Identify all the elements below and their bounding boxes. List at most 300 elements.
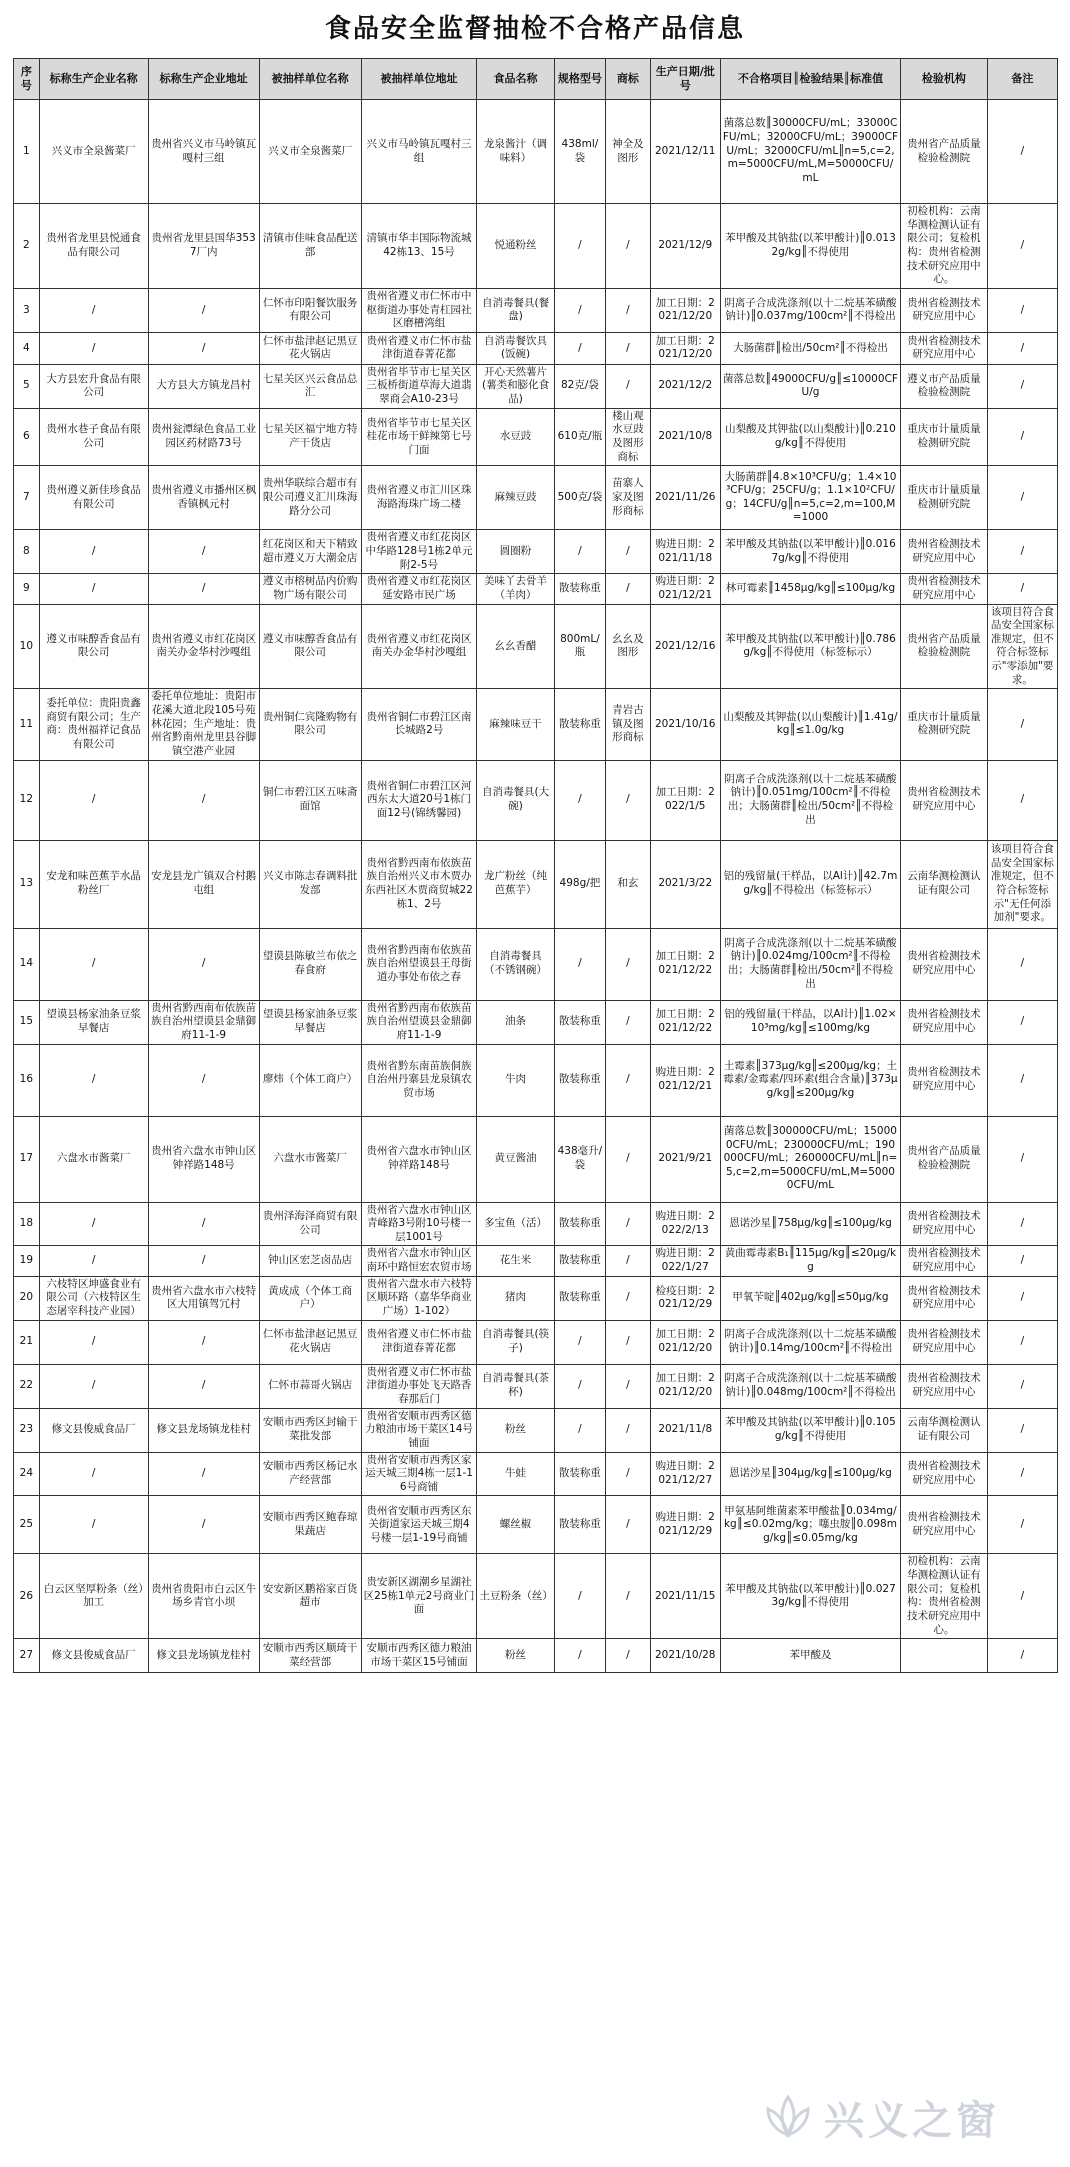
cell-spec: / — [554, 1554, 605, 1639]
cell-food-name: 黄豆酱油 — [477, 1116, 554, 1202]
watermark-text: 兴义之窗 — [824, 2097, 1000, 2144]
cell-sampled-unit: 兴义市全泉酱菜厂 — [259, 100, 361, 204]
cell-date: 加工日期：2021/12/20 — [650, 332, 720, 364]
cell-remark: / — [987, 1364, 1057, 1408]
cell-failed-item: 大肠菌群║4.8×10³CFU/g；1.4×10³CFU/g；25CFU/g；1.1×10²CFU/g；14CFU/g║n=5,c=2,m=100,M=1000 — [720, 466, 900, 530]
cell-lab: 贵州省检测技术研究应用中心 — [901, 288, 988, 332]
cell-manufacturer-address: / — [148, 332, 259, 364]
cell-seq: 11 — [14, 689, 40, 760]
cell-date: 购进日期：2021/12/29 — [650, 1496, 720, 1554]
cell-sampled-address: 兴义市马岭镇瓦嘎村三组 — [361, 100, 477, 204]
cell-spec: 散装称重 — [554, 1044, 605, 1116]
table-row — [14, 1116, 1058, 1202]
cell-lab: 贵州省检测技术研究应用中心 — [901, 1202, 988, 1246]
lotus-logo-icon — [760, 2089, 816, 2145]
cell-food-name: 水豆豉 — [477, 408, 554, 466]
cell-spec: 800mL/瓶 — [554, 604, 605, 689]
cell-brand: 神全及图形 — [606, 100, 650, 204]
cell-manufacturer: / — [39, 1320, 148, 1364]
cell-seq: 17 — [14, 1116, 40, 1202]
cell-manufacturer: 委托单位：贵阳贵鑫商贸有限公司；生产商：贵州福祥记食品有限公司 — [39, 689, 148, 760]
cell-lab: 初检机构：云南华测检测认证有限公司；复检机构：贵州省检测技术研究应用中心。 — [901, 204, 988, 289]
cell-sampled-unit: 七星关区福宁地方特产干货店 — [259, 408, 361, 466]
cell-brand: / — [606, 1044, 650, 1116]
cell-brand: / — [606, 1639, 650, 1673]
cell-brand: / — [606, 530, 650, 574]
cell-remark: / — [987, 928, 1057, 1000]
cell-spec: 散装称重 — [554, 574, 605, 604]
cell-food-name: 开心天然薯片(薯类和膨化食品) — [477, 364, 554, 408]
cell-lab: 贵州省检测技术研究应用中心 — [901, 1000, 988, 1044]
cell-seq: 16 — [14, 1044, 40, 1116]
cell-spec: / — [554, 1408, 605, 1452]
cell-sampled-unit: 钟山区宏芝卤品店 — [259, 1246, 361, 1276]
watermark — [760, 2085, 1050, 2149]
cell-sampled-unit: 安顺市西秀区杨记水产经营部 — [259, 1452, 361, 1496]
cell-brand: / — [606, 364, 650, 408]
cell-manufacturer: 望谟县杨家油条豆浆早餐店 — [39, 1000, 148, 1044]
cell-remark: / — [987, 204, 1057, 289]
cell-manufacturer: / — [39, 1452, 148, 1496]
cell-seq: 9 — [14, 574, 40, 604]
cell-brand: / — [606, 1320, 650, 1364]
cell-lab: 贵州省检测技术研究应用中心 — [901, 530, 988, 574]
cell-failed-item: 阴离子合成洗涤剂(以十二烷基苯磺酸钠计)║0.048mg/100cm²║不得检出 — [720, 1364, 900, 1408]
cell-date: 2021/10/16 — [650, 689, 720, 760]
cell-sampled-unit: 铜仁市碧江区五味斋面馆 — [259, 760, 361, 840]
cell-seq: 14 — [14, 928, 40, 1000]
cell-date: 2021/11/15 — [650, 1554, 720, 1639]
cell-seq: 5 — [14, 364, 40, 408]
cell-manufacturer-address: 贵州省遵义市播州区枫香镇枫元村 — [148, 466, 259, 530]
cell-remark: / — [987, 1496, 1057, 1554]
table-row — [14, 760, 1058, 840]
cell-lab: 贵州省检测技术研究应用中心 — [901, 928, 988, 1000]
cell-brand: 青岩古镇及图形商标 — [606, 689, 650, 760]
cell-brand: / — [606, 1000, 650, 1044]
cell-sampled-address: 贵州省遵义市仁怀市盐津街道办事处飞天路香春那后门 — [361, 1364, 477, 1408]
table-row — [14, 408, 1058, 466]
cell-lab: 重庆市计量质量检测研究院 — [901, 466, 988, 530]
cell-failed-item: 甲氧苄啶║402μg/kg║≤50μg/kg — [720, 1276, 900, 1320]
cell-date: 2021/11/26 — [650, 466, 720, 530]
cell-remark: / — [987, 1320, 1057, 1364]
cell-sampled-address: 贵州省安顺市西秀区东关街道家运天城三期4号楼一层1-19号商铺 — [361, 1496, 477, 1554]
cell-sampled-unit: 黄成成（个体工商户） — [259, 1276, 361, 1320]
cell-food-name: 圆圈粉 — [477, 530, 554, 574]
cell-sampled-address: 贵州省毕节市七星关区三板桥街道草海大道翡翠商会A10-23号 — [361, 364, 477, 408]
cell-manufacturer: 修文县俊威食品厂 — [39, 1408, 148, 1452]
cell-date: 2021/12/2 — [650, 364, 720, 408]
cell-remark: 该项目符合食品安全国家标准规定，但不符合标签标示"无任何添加剂"要求。 — [987, 840, 1057, 928]
cell-failed-item: 铝的残留量(干样品，以Al计)║42.7mg/kg║不得检出（标签标示） — [720, 840, 900, 928]
cell-remark: / — [987, 466, 1057, 530]
cell-seq: 15 — [14, 1000, 40, 1044]
cell-lab: 贵州省检测技术研究应用中心 — [901, 1320, 988, 1364]
cell-sampled-unit: 安安新区鹏裕家百货超市 — [259, 1554, 361, 1639]
table-header-row — [14, 59, 1058, 100]
cell-manufacturer-address: / — [148, 1202, 259, 1246]
cell-manufacturer: 六枝特区坤盛食业有限公司（六枝特区生态屠宰科技产业园） — [39, 1276, 148, 1320]
table-row — [14, 288, 1058, 332]
cell-manufacturer: 遵义市味醇香食品有限公司 — [39, 604, 148, 689]
cell-manufacturer: 贵州省龙里县悦通食品有限公司 — [39, 204, 148, 289]
cell-sampled-address: 贵州省遵义市仁怀市盐津街道春菁花都 — [361, 1320, 477, 1364]
cell-seq: 10 — [14, 604, 40, 689]
cell-spec: / — [554, 288, 605, 332]
cell-manufacturer: / — [39, 1246, 148, 1276]
cell-food-name: 悦通粉丝 — [477, 204, 554, 289]
cell-lab: 贵州省检测技术研究应用中心 — [901, 1246, 988, 1276]
cell-manufacturer-address: 贵州省六盘水市六枝特区大用镇驾冗村 — [148, 1276, 259, 1320]
cell-manufacturer-address: 贵州省遵义市红花岗区南关办金华村沙嘎组 — [148, 604, 259, 689]
table-row — [14, 1496, 1058, 1554]
cell-date: 2021/12/16 — [650, 604, 720, 689]
cell-lab: 贵州省产品质量检验检测院 — [901, 100, 988, 204]
cell-manufacturer: 修文县俊威食品厂 — [39, 1639, 148, 1673]
cell-sampled-unit: 安顺市西秀区鲍春琼果蔬店 — [259, 1496, 361, 1554]
table-row — [14, 1246, 1058, 1276]
table-row — [14, 1554, 1058, 1639]
table-row — [14, 1044, 1058, 1116]
cell-manufacturer: / — [39, 530, 148, 574]
cell-brand: / — [606, 332, 650, 364]
table-body — [14, 100, 1058, 1673]
cell-spec: 散装称重 — [554, 1202, 605, 1246]
cell-sampled-unit: 仁怀市印阳餐饮服务有限公司 — [259, 288, 361, 332]
col-header-seq: 序号 — [14, 59, 40, 100]
cell-failed-item: 大肠菌群║检出/50cm²║不得检出 — [720, 332, 900, 364]
cell-failed-item: 阴离子合成洗涤剂(以十二烷基苯磺酸钠计)║0.024mg/100cm²║不得检出；大肠菌群║检出/50cm²║不得检出 — [720, 928, 900, 1000]
table-row — [14, 574, 1058, 604]
cell-manufacturer: 兴义市全泉酱菜厂 — [39, 100, 148, 204]
cell-manufacturer-address: 贵州省兴义市马岭镇瓦嘎村三组 — [148, 100, 259, 204]
cell-date: 2021/10/28 — [650, 1639, 720, 1673]
cell-date: 加工日期：2021/12/22 — [650, 1000, 720, 1044]
cell-brand: / — [606, 1116, 650, 1202]
cell-remark: / — [987, 1276, 1057, 1320]
cell-food-name: 油条 — [477, 1000, 554, 1044]
table-row — [14, 840, 1058, 928]
table-row — [14, 928, 1058, 1000]
col-header-food-name: 食品名称 — [477, 59, 554, 100]
cell-lab: 贵州省检测技术研究应用中心 — [901, 1364, 988, 1408]
cell-failed-item: 苯甲酸及其钠盐(以苯甲酸计)║0.786g/kg║不得使用（标签标示） — [720, 604, 900, 689]
cell-manufacturer: / — [39, 1202, 148, 1246]
table-row — [14, 1408, 1058, 1452]
cell-date: 购进日期：2022/2/13 — [650, 1202, 720, 1246]
cell-spec: 438ml/袋 — [554, 100, 605, 204]
cell-manufacturer-address: 大方县大方镇龙昌村 — [148, 364, 259, 408]
cell-seq: 24 — [14, 1452, 40, 1496]
cell-manufacturer: 六盘水市酱菜厂 — [39, 1116, 148, 1202]
cell-date: 2021/12/9 — [650, 204, 720, 289]
cell-manufacturer-address: 贵州瓮潭绿色食品工业园区药材路73号 — [148, 408, 259, 466]
cell-sampled-address: 贵州省遵义市仁怀市盐津街道春菁花都 — [361, 332, 477, 364]
cell-remark: / — [987, 100, 1057, 204]
table-row — [14, 1276, 1058, 1320]
cell-manufacturer-address: / — [148, 1364, 259, 1408]
cell-sampled-address: 贵州省六盘水市六枝特区顺环路（嘉华华商业广场）1-102） — [361, 1276, 477, 1320]
cell-remark: / — [987, 1246, 1057, 1276]
cell-spec: / — [554, 1320, 605, 1364]
results-table — [13, 58, 1058, 1673]
cell-brand: / — [606, 1202, 650, 1246]
cell-manufacturer-address: 修文县龙场镇龙桂村 — [148, 1408, 259, 1452]
cell-food-name: 美味丫去骨羊（羊肉） — [477, 574, 554, 604]
cell-manufacturer: / — [39, 332, 148, 364]
cell-sampled-address: 清镇市华丰国际物流城42栋13、15号 — [361, 204, 477, 289]
cell-date: 检疫日期：2021/12/29 — [650, 1276, 720, 1320]
table-row — [14, 1452, 1058, 1496]
cell-sampled-unit: 贵州泽海泽商贸有限公司 — [259, 1202, 361, 1246]
cell-food-name: 麻辣味豆干 — [477, 689, 554, 760]
cell-brand: / — [606, 1554, 650, 1639]
cell-remark: / — [987, 288, 1057, 332]
cell-sampled-unit: 七星关区兴云食品总汇 — [259, 364, 361, 408]
table-row — [14, 1639, 1058, 1673]
cell-manufacturer: / — [39, 928, 148, 1000]
cell-sampled-unit: 安顺市西秀区顺琦干菜经营部 — [259, 1639, 361, 1673]
cell-sampled-address: 贵州省铜仁市碧江区南长城路2号 — [361, 689, 477, 760]
cell-brand: / — [606, 204, 650, 289]
cell-remark: / — [987, 1202, 1057, 1246]
cell-failed-item: 苯甲酸及其钠盐(以苯甲酸计)║0.105g/kg║不得使用 — [720, 1408, 900, 1452]
cell-seq: 1 — [14, 100, 40, 204]
cell-failed-item: 菌落总数║49000CFU/g║≤10000CFU/g — [720, 364, 900, 408]
cell-date: 加工日期：2021/12/20 — [650, 288, 720, 332]
cell-failed-item: 铝的残留量(干样品，以Al计)║1.02×10³mg/kg║≤100mg/kg — [720, 1000, 900, 1044]
cell-seq: 18 — [14, 1202, 40, 1246]
cell-spec: / — [554, 1364, 605, 1408]
cell-failed-item: 山梨酸及其钾盐(以山梨酸计)║0.210g/kg║不得使用 — [720, 408, 900, 466]
cell-date: 加工日期：2022/1/5 — [650, 760, 720, 840]
cell-brand: / — [606, 1246, 650, 1276]
table-row — [14, 530, 1058, 574]
cell-seq: 13 — [14, 840, 40, 928]
cell-manufacturer-address: 贵州省贵阳市白云区牛场乡青官小坝 — [148, 1554, 259, 1639]
cell-date: 加工日期：2021/12/22 — [650, 928, 720, 1000]
cell-spec: 438毫升/袋 — [554, 1116, 605, 1202]
cell-manufacturer-address: 委托单位地址：贵阳市花溪大道北段105号苑林花园；生产地址：贵州省黔南州龙里县谷脚镇空港产业园 — [148, 689, 259, 760]
cell-failed-item: 苯甲酸及其钠盐(以苯甲酸计)║0.0273g/kg║不得使用 — [720, 1554, 900, 1639]
cell-lab: 贵州省检测技术研究应用中心 — [901, 760, 988, 840]
cell-food-name: 多宝鱼（活） — [477, 1202, 554, 1246]
cell-food-name: 土豆粉条（丝） — [477, 1554, 554, 1639]
cell-lab: 贵州省检测技术研究应用中心 — [901, 332, 988, 364]
cell-spec: 散装称重 — [554, 1000, 605, 1044]
cell-brand: / — [606, 760, 650, 840]
cell-sampled-address: 贵州省黔西南布依族苗族自治州兴义市木贾办东西社区木贾商贸城22栋1、2号 — [361, 840, 477, 928]
table-row — [14, 364, 1058, 408]
cell-sampled-unit: 兴义市陈志春调料批发部 — [259, 840, 361, 928]
cell-date: 购进日期：2021/12/21 — [650, 574, 720, 604]
cell-sampled-address: 贵州省安顺市西秀区德力粮油市场干菜区14号铺面 — [361, 1408, 477, 1452]
cell-sampled-address: 贵安新区湖潮乡星湖社区25栋1单元2号商业门面 — [361, 1554, 477, 1639]
cell-manufacturer: 安龙和味芭蕉芋水晶粉丝厂 — [39, 840, 148, 928]
cell-seq: 3 — [14, 288, 40, 332]
cell-sampled-address: 贵州省黔东南苗族侗族自治州丹寨县龙泉镇农贸市场 — [361, 1044, 477, 1116]
cell-sampled-unit: 望谟县杨家油条豆浆早餐店 — [259, 1000, 361, 1044]
cell-lab: 贵州省产品质量检验检测院 — [901, 1116, 988, 1202]
cell-remark: / — [987, 1554, 1057, 1639]
cell-failed-item: 苯甲酸及其钠盐(以苯甲酸计)║0.0167g/kg║不得使用 — [720, 530, 900, 574]
cell-sampled-address: 贵州省六盘水市钟山区南环中路恒宏农贸市场 — [361, 1246, 477, 1276]
cell-sampled-unit: 红花岗区和天下精致超市遵义万大潮金店 — [259, 530, 361, 574]
cell-date: 加工日期：2021/12/20 — [650, 1364, 720, 1408]
cell-manufacturer-address: 贵州省龙里县国华3537厂内 — [148, 204, 259, 289]
cell-failed-item: 土霉素║373μg/kg║≤200μg/kg；土霉素/金霉素/四环素(组合含量)║373μg/kg║≤200μg/kg — [720, 1044, 900, 1116]
cell-sampled-address: 安顺市西秀区德力粮油市场干菜区15号铺面 — [361, 1639, 477, 1673]
cell-date: 购进日期：2021/12/21 — [650, 1044, 720, 1116]
cell-sampled-unit: 仁怀市盐津赵记黑豆花火锅店 — [259, 1320, 361, 1364]
cell-remark: 该项目符合食品安全国家标准规定，但不符合标签标示"零添加"要求。 — [987, 604, 1057, 689]
col-header-remark: 备注 — [987, 59, 1057, 100]
cell-failed-item: 恩诺沙星║758μg/kg║≤100μg/kg — [720, 1202, 900, 1246]
cell-sampled-unit: 仁怀市盐津赵记黑豆花火锅店 — [259, 332, 361, 364]
cell-failed-item: 林可霉素║1458μg/kg║≤100μg/kg — [720, 574, 900, 604]
cell-food-name: 自消毒餐具(茶杯) — [477, 1364, 554, 1408]
cell-lab: 贵州省检测技术研究应用中心 — [901, 1044, 988, 1116]
cell-spec: 散装称重 — [554, 1276, 605, 1320]
cell-seq: 23 — [14, 1408, 40, 1452]
cell-lab: 贵州省检测技术研究应用中心 — [901, 1276, 988, 1320]
cell-remark: / — [987, 574, 1057, 604]
cell-sampled-address: 贵州省遵义市汇川区珠海路海珠广场二楼 — [361, 466, 477, 530]
cell-manufacturer: 贵州水巷子食品有限公司 — [39, 408, 148, 466]
col-header-date: 生产日期/批号 — [650, 59, 720, 100]
cell-lab: 云南华测检测认证有限公司 — [901, 1408, 988, 1452]
col-header-lab: 检验机构 — [901, 59, 988, 100]
cell-manufacturer: / — [39, 1496, 148, 1554]
cell-remark: / — [987, 689, 1057, 760]
cell-date: 购进日期：2021/11/18 — [650, 530, 720, 574]
cell-date: 2021/3/22 — [650, 840, 720, 928]
cell-remark: / — [987, 1116, 1057, 1202]
cell-brand: / — [606, 1276, 650, 1320]
cell-manufacturer-address: / — [148, 530, 259, 574]
cell-brand: 楼山观水豆豉及图形商标 — [606, 408, 650, 466]
cell-manufacturer-address: 贵州省六盘水市钟山区钟祥路148号 — [148, 1116, 259, 1202]
col-header-manufacturer: 标称生产企业名称 — [39, 59, 148, 100]
cell-brand: / — [606, 1408, 650, 1452]
cell-brand: / — [606, 1496, 650, 1554]
col-header-manufacturer-address: 标称生产企业地址 — [148, 59, 259, 100]
cell-sampled-address: 贵州省黔西南布依族苗族自治州望谟县王母街道办事处布依之春 — [361, 928, 477, 1000]
cell-seq: 4 — [14, 332, 40, 364]
cell-sampled-unit: 遵义市味醇香食品有限公司 — [259, 604, 361, 689]
cell-sampled-unit: 望谟县陈敏兰布依之春食府 — [259, 928, 361, 1000]
cell-seq: 6 — [14, 408, 40, 466]
cell-brand: 幺幺及图形 — [606, 604, 650, 689]
cell-seq: 7 — [14, 466, 40, 530]
cell-sampled-address: 贵州省铜仁市碧江区河西东太大道20号1栋门面12号(锦绣馨园) — [361, 760, 477, 840]
cell-remark: / — [987, 1408, 1057, 1452]
cell-sampled-address: 贵州省毕节市七星关区桂花市场干鲜辣第七号门面 — [361, 408, 477, 466]
cell-lab: 重庆市计量质量检测研究院 — [901, 408, 988, 466]
cell-seq: 25 — [14, 1496, 40, 1554]
cell-failed-item: 黄曲霉毒素B₁║115μg/kg║≤20μg/kg — [720, 1246, 900, 1276]
cell-food-name: 自消毒餐具（不锈钢碗） — [477, 928, 554, 1000]
cell-manufacturer: 白云区坚厚粉条（丝）加工 — [39, 1554, 148, 1639]
table-row — [14, 604, 1058, 689]
cell-sampled-unit: 清镇市佳味食品配送部 — [259, 204, 361, 289]
cell-spec: 500克/袋 — [554, 466, 605, 530]
cell-brand: / — [606, 574, 650, 604]
cell-food-name: 牛蛙 — [477, 1452, 554, 1496]
cell-sampled-unit: 贵州铜仁宾隆购物有限公司 — [259, 689, 361, 760]
cell-manufacturer: 贵州遵义新佳珍食品有限公司 — [39, 466, 148, 530]
cell-food-name: 粉丝 — [477, 1408, 554, 1452]
cell-spec: 散装称重 — [554, 1496, 605, 1554]
cell-manufacturer-address: / — [148, 1452, 259, 1496]
cell-remark: / — [987, 1000, 1057, 1044]
cell-sampled-address: 贵州省黔西南布依族苗族自治州望谟县金鼎御府11-1-9 — [361, 1000, 477, 1044]
cell-food-name: 牛肉 — [477, 1044, 554, 1116]
cell-manufacturer-address: / — [148, 288, 259, 332]
cell-sampled-address: 贵州省遵义市红花岗区中华路128号1栋2单元附2-5号 — [361, 530, 477, 574]
cell-food-name: 粉丝 — [477, 1639, 554, 1673]
cell-date: 2021/11/8 — [650, 1408, 720, 1452]
cell-lab: 贵州省检测技术研究应用中心 — [901, 1452, 988, 1496]
col-header-sampled-address: 被抽样单位地址 — [361, 59, 477, 100]
cell-failed-item: 恩诺沙星║304μg/kg║≤100μg/kg — [720, 1452, 900, 1496]
table-row — [14, 204, 1058, 289]
cell-lab: 初检机构：云南华测检测认证有限公司；复检机构：贵州省检测技术研究应用中心。 — [901, 1554, 988, 1639]
cell-manufacturer-address: / — [148, 574, 259, 604]
cell-sampled-unit: 六盘水市酱菜厂 — [259, 1116, 361, 1202]
cell-failed-item: 阴离子合成洗涤剂(以十二烷基苯磺酸钠计)║0.051mg/100cm²║不得检出；大肠菌群║检出/50cm²║不得检出 — [720, 760, 900, 840]
cell-remark: / — [987, 1452, 1057, 1496]
cell-failed-item: 阴离子合成洗涤剂(以十二烷基苯磺酸钠计)║0.037mg/100cm²║不得检出 — [720, 288, 900, 332]
cell-food-name: 龙泉酱汁（调味料） — [477, 100, 554, 204]
cell-failed-item: 苯甲酸及 — [720, 1639, 900, 1673]
cell-failed-item: 甲氨基阿维菌素苯甲酸盐║0.034mg/kg║≤0.02mg/kg；噻虫胺║0.098mg/kg║≤0.05mg/kg — [720, 1496, 900, 1554]
cell-seq: 19 — [14, 1246, 40, 1276]
cell-sampled-address: 贵州省遵义市红花岗区南关办金华村沙嘎组 — [361, 604, 477, 689]
cell-seq: 2 — [14, 204, 40, 289]
cell-failed-item: 菌落总数║300000CFU/mL；150000CFU/mL；230000CFU/mL；190000CFU/mL；260000CFU/mL║n=5,c=2,m=5000CFU/mL,M=50000CFU/mL — [720, 1116, 900, 1202]
cell-sampled-unit: 遵义市榕树品内价购物广场有限公司 — [259, 574, 361, 604]
cell-sampled-unit: 仁怀市蒜哥火锅店 — [259, 1364, 361, 1408]
cell-spec: / — [554, 332, 605, 364]
cell-brand: / — [606, 1452, 650, 1496]
cell-manufacturer: / — [39, 1044, 148, 1116]
cell-seq: 12 — [14, 760, 40, 840]
cell-seq: 26 — [14, 1554, 40, 1639]
cell-manufacturer: 大方县宏升食品有限公司 — [39, 364, 148, 408]
cell-date: 购进日期：2022/1/27 — [650, 1246, 720, 1276]
cell-spec: 498g/把 — [554, 840, 605, 928]
cell-remark: / — [987, 364, 1057, 408]
col-header-spec: 规格型号 — [554, 59, 605, 100]
cell-food-name: 花生米 — [477, 1246, 554, 1276]
cell-manufacturer: / — [39, 288, 148, 332]
cell-manufacturer-address: / — [148, 1496, 259, 1554]
cell-spec: 82克/袋 — [554, 364, 605, 408]
cell-date: 购进日期：2021/12/27 — [650, 1452, 720, 1496]
cell-manufacturer-address: / — [148, 1246, 259, 1276]
cell-lab: 遵义市产品质量检验检测院 — [901, 364, 988, 408]
cell-spec: 610克/瓶 — [554, 408, 605, 466]
cell-seq: 8 — [14, 530, 40, 574]
table-row — [14, 1320, 1058, 1364]
col-header-sampled-unit: 被抽样单位名称 — [259, 59, 361, 100]
cell-spec: / — [554, 530, 605, 574]
cell-seq: 21 — [14, 1320, 40, 1364]
cell-food-name: 猪肉 — [477, 1276, 554, 1320]
cell-brand: / — [606, 288, 650, 332]
